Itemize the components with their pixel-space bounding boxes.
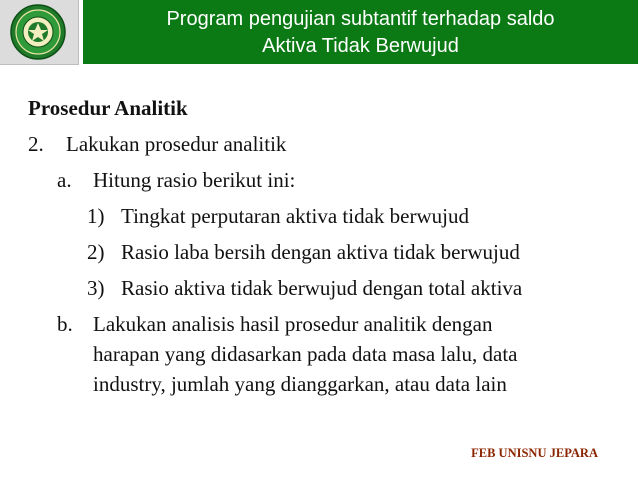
- sub-item-1-text: Tingkat perputaran aktiva tidak berwujud: [121, 204, 469, 228]
- item-b-line-1: Lakukan analisis hasil prosedur analitik dengan: [93, 312, 493, 336]
- title-line-2: Aktiva Tidak Berwujud: [262, 35, 459, 57]
- sub-item-3-number: 3): [87, 276, 105, 300]
- section-heading: Prosedur Analitik: [28, 96, 188, 120]
- item-2-number: 2.: [28, 132, 44, 156]
- item-b-line-2: harapan yang didasarkan pada data masa lalu, data: [93, 342, 518, 366]
- item-a-text: Hitung rasio berikut ini:: [93, 168, 296, 192]
- item-b-line-3: industry, jumlah yang dianggarkan, atau data lain: [93, 372, 507, 396]
- item-a-marker: a.: [57, 168, 72, 192]
- logo-panel: [0, 0, 79, 65]
- sub-item-3-text: Rasio aktiva tidak berwujud dengan total aktiva: [121, 276, 523, 300]
- item-2-text: Lakukan prosedur analitik: [66, 132, 287, 156]
- sub-item-1-number: 1): [87, 204, 105, 228]
- sub-item-2-number: 2): [87, 240, 105, 264]
- title-banner: [83, 0, 638, 64]
- title-line-1: Program pengujian subtantif terhadap saldo: [166, 8, 555, 30]
- sub-item-2-text: Rasio laba bersih dengan aktiva tidak berwujud: [121, 240, 520, 264]
- university-emblem-icon: [8, 3, 68, 61]
- item-b-marker: b.: [57, 312, 73, 336]
- footer-label: FEB UNISNU JEPARA: [471, 446, 598, 460]
